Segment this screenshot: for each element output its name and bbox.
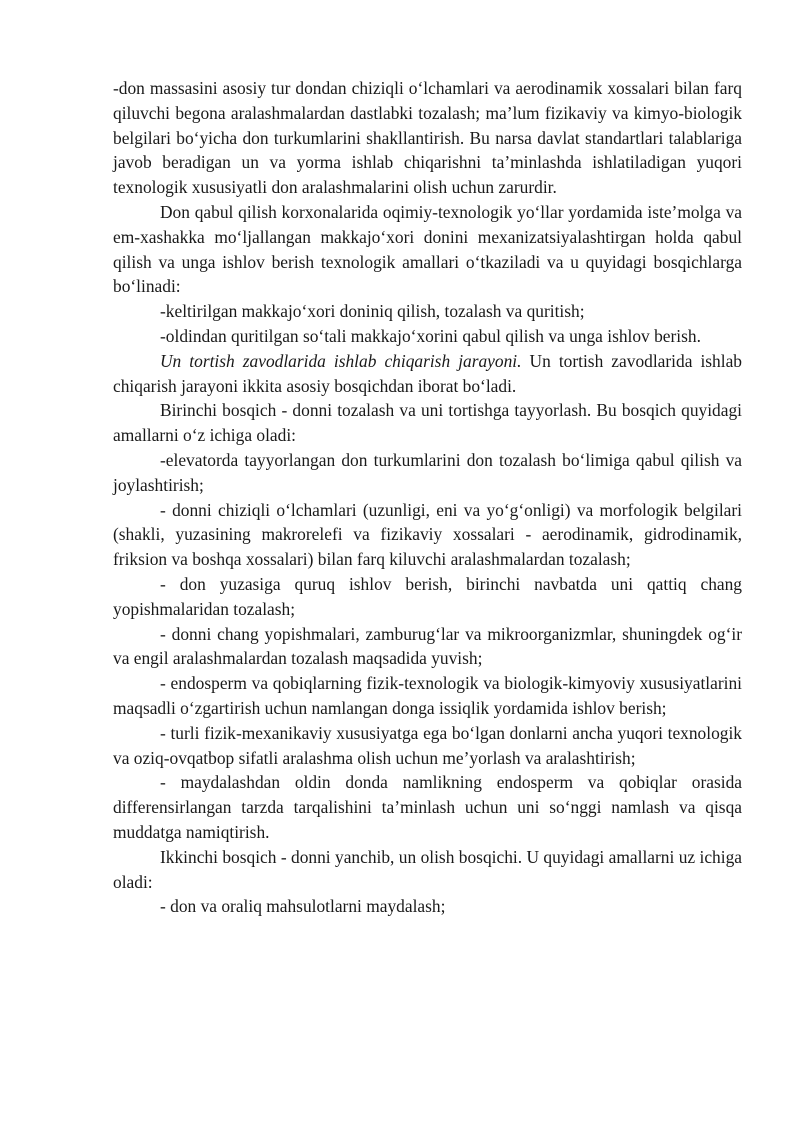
paragraph-process <box>113 349 742 399</box>
list-item: - endosperm va qobiqlarning fizik-texnologik va biologik-kimyoviy xususiyatlarini maqsadli o‘zgartirish uchun namlangan donga issiqlik yordamida ishlov berish; <box>113 673 742 718</box>
paragraph-text: Un tortish zavodlarida ishlab chiqarish jarayoni ikkita asosiy bosqichdan iborat bo‘ladi. <box>113 350 743 396</box>
list-item: -keltirilgan makkajo‘xori doniniq qilish, tozalash va quritish; <box>160 301 585 322</box>
paragraph-stage-2: Ikkinchi bosqich - donni yanchib, un olish bosqichi. U quyidagi amallarni uz ichiga oladi: <box>113 846 742 892</box>
italic-heading: Un tortish zavodlarida ishlab chiqarish jarayoni. <box>160 350 522 371</box>
paragraph-1: -don massasini asosiy tur dondan chiziqli o‘lchamlari va aerodinamik xossalari bilan farq qiluvchi begona aralashmalardan dastlabki tozalash; ma’lum fizikaviy va kimyo-biologik belgilari bo‘yicha don turkumlarini shakllantirish. Bu narsa davlat standartlari talablariga javob beradigan un va yorma ishlab chiqarishni ta’minlashda ishlatiladigan yuqori texnologik xususiyatli don aralashmalarini olish uchun zarurdir. <box>113 78 742 198</box>
list-item: -oldindan quritilgan so‘tali makkajo‘xorini qabul qilish va unga ishlov berish. <box>160 325 701 346</box>
document-page <box>113 76 742 919</box>
list-item: - donni chiziqli o‘lchamlari (uzunligi, eni va yo‘g‘onligi) va morfologik belgilari (shakli, yuzasining makrorelefi va fizikaviy xossalari - aerodinamik, gidrodinamik, friksion va boshqa xossalari) bilan farq kiluvchi aralashmalardan tozalash; <box>113 499 742 570</box>
list-item: - don va oraliq mahsulotlarni maydalash; <box>160 896 446 917</box>
list-item: - turli fizik-mexanikaviy xususiyatga ega bo‘lgan donlarni ancha yuqori texnologik va oziq-ovqatbop sifatli aralashma olish uchun me’yorlash va aralashtirish; <box>113 722 742 768</box>
list-item: - maydalashdan oldin donda namlikning endosperm va qobiqlar orasida differensirlangan tarzda tarqalishini ta’minlash uchun uni so‘nggi namlash va qisqa muddatga namiqtirish. <box>113 772 742 842</box>
list-item: - don yuzasiga quruq ishlov berish, birinchi navbatda uni qattiq chang yopishmalaridan tozalash; <box>113 573 742 619</box>
paragraph-2: Don qabul qilish korxonalarida oqimiy-texnologik yo‘llar yordamida iste’molga va em-xashakka mo‘ljallangan makkajo‘xori donini mexanizatsiyalashtirgan holda qabul qilish va unga ishlov berish texnologik amallari o‘tkaziladi va u quyidagi bosqichlarga bo‘linadi: <box>113 201 742 297</box>
list-item: - donni chang yopishmalari, zamburug‘lar va mikroorganizmlar, shuningdek og‘ir va engil aralashmalardan tozalash maqsadida yuvish; <box>113 623 742 669</box>
list-item: -elevatorda tayyorlangan don turkumlarini don tozalash bo‘limiga qabul qilish va joylashtirish; <box>113 449 742 495</box>
paragraph-stage-1: Birinchi bosqich - donni tozalash va uni tortishga tayyorlash. Bu bosqich quyidagi amallarni o‘z ichiga oladi: <box>113 400 742 446</box>
